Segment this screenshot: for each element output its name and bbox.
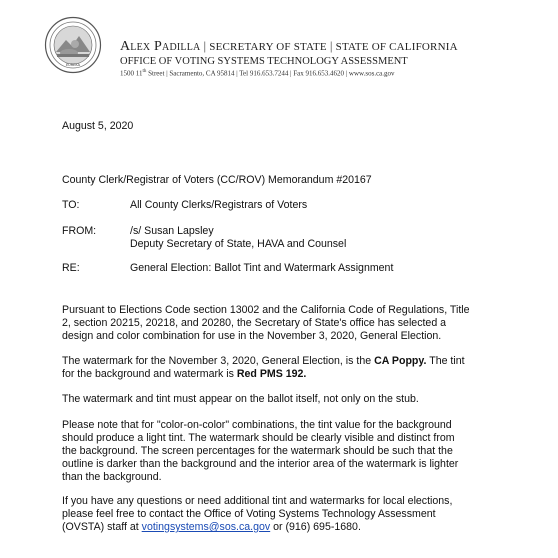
to-value: All County Clerks/Registrars of Voters [130,199,308,211]
state-name: STATE OF CALIFORNIA [335,41,458,53]
secretary-title: SECRETARY OF STATE [209,41,327,53]
paragraph-line: 2, section 20215, 20218, and 20280, the Secretary of State's office has selected a [62,317,447,329]
letterhead-title-line: Alex Padilla | SECRETARY OF STATE | STATE OF CALIFORNIA [120,38,458,54]
re-label: RE: [62,262,80,274]
paragraph-line: Please note that for "color-on-color" combinations, the tint value for the background [62,419,452,431]
paragraph-line: the background. The screen percentages for the watermark should be such that the [62,445,453,457]
paragraph-watermark: The watermark for the November 3, 2020, General Election, is the CA Poppy. The tint for the background and watermark is Red PMS 192. [62,355,465,380]
secretary-name: Alex Padilla [120,39,201,54]
re-value: General Election: Ballot Tint and Watermark Assignment [130,262,394,274]
state-seal-logo [44,16,102,74]
watermark-name: CA Poppy. [374,355,427,367]
paragraph-line: Pursuant to Elections Code section 13002 and the California Code of Regulations, Title [62,304,470,316]
office-name: OFFICE OF VOTING SYSTEMS TECHNOLOGY ASSESSMENT [120,56,408,67]
paragraph-placement: The watermark and tint must appear on the ballot itself, not only on the stub. [62,393,419,405]
from-name: /s/ Susan Lapsley [130,225,214,237]
from-title: Deputy Secretary of State, HAVA and Counsel [130,238,347,250]
paragraph-color-note [62,419,532,484]
memo-date: August 5, 2020 [62,120,134,132]
paragraph-line: outline is darker than the background and the interior area of the watermark is lighter [62,458,459,470]
paragraph-line: than the background. [62,471,162,483]
to-label: TO: [62,199,80,211]
paragraph-line: design and color combination for use in the November 3, 2020, General Election. [62,330,442,342]
memo-subject: County Clerk/Registrar of Voters (CC/ROV) Memorandum #20167 [62,174,372,186]
paragraph-contact: If you have any questions or need additional tint and watermarks for local elections, please feel free to contact the Office of Voting Systems Technology Assessment (OVSTA) staff at votingsystems@sos.ca.gov or (916) 695-1680. [62,495,453,533]
letterhead [120,38,550,77]
paragraph-authority [62,304,532,343]
contact-email-link[interactable]: votingsystems@sos.ca.gov [141,521,271,533]
from-label: FROM: [62,225,97,237]
tint-name: Red PMS 192. [236,368,307,380]
svg-text:EUREKA: EUREKA [65,63,81,67]
office-address: 1500 11th Street | Sacramento, CA 95814 | Tel 916.653.7244 | Fax 916.653.4620 | www.sos.ca.gov [120,69,395,78]
paragraph-line: should produce a light tint. The watermark should be clearly visible and distinct from [62,432,455,444]
